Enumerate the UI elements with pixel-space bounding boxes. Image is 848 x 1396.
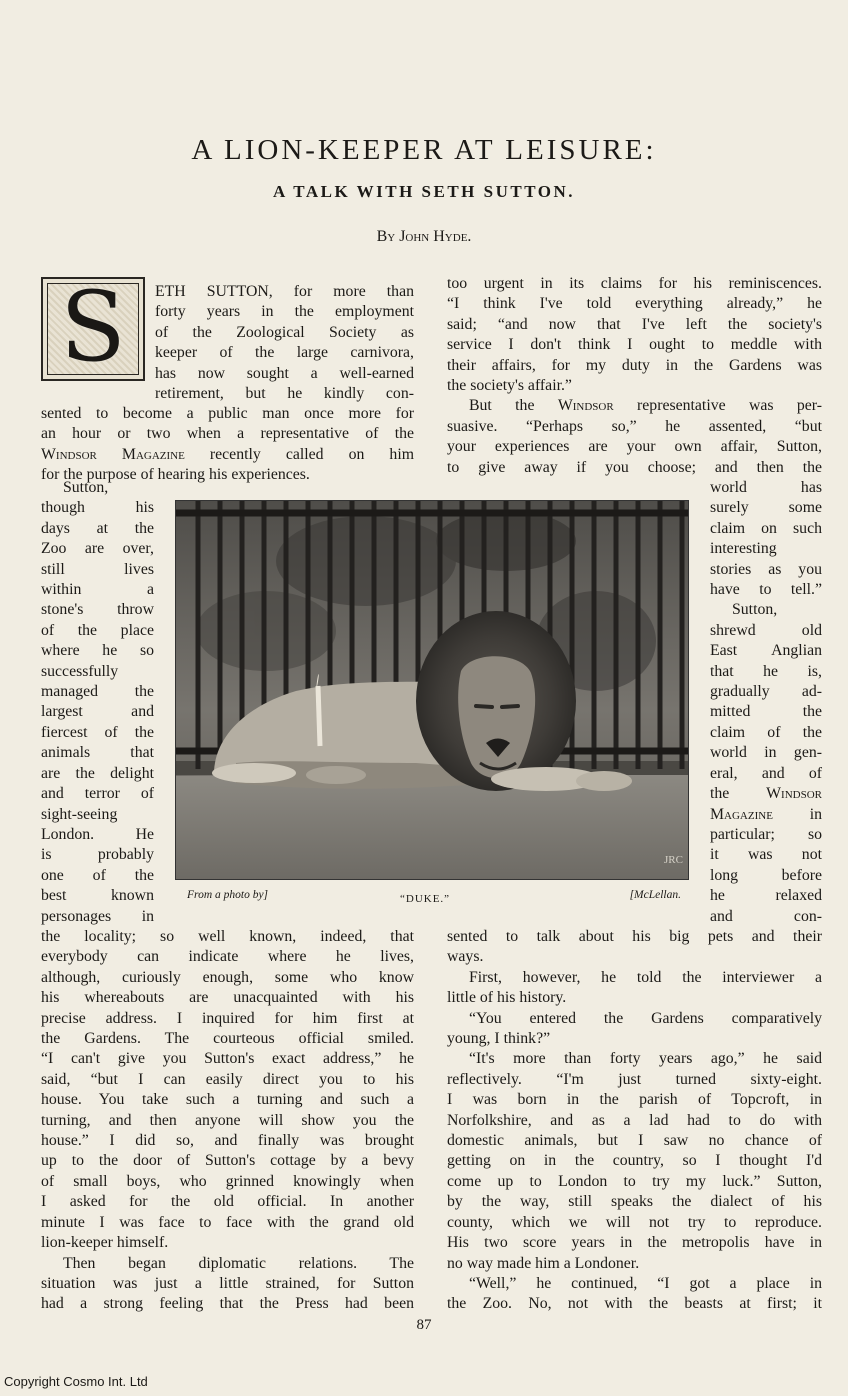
- text-line: long before: [710, 866, 822, 884]
- text-line: their affairs, for my duty in the Gardens was: [447, 356, 822, 374]
- text-line: the society's affair.”: [447, 377, 572, 395]
- text-line: and terror of: [41, 785, 154, 803]
- text-line: the Gardens. The courteous official smiled.: [41, 1030, 414, 1048]
- column-2-body: [447, 927, 822, 1315]
- text-line: First, however, he told the interviewer a: [469, 968, 822, 986]
- text-line: still lives: [41, 560, 154, 578]
- text-line: claim of the: [710, 723, 822, 741]
- column-1-narrow: [41, 478, 154, 927]
- text-line: “You entered the Gardens comparatively: [469, 1009, 822, 1027]
- text-line: animals that: [41, 744, 154, 762]
- byline: [0, 228, 848, 246]
- text-line: gradually ad-: [710, 683, 822, 701]
- text-line: where he so: [41, 642, 154, 660]
- text-line: Norfolkshire, and as a lad had to do with: [447, 1111, 822, 1129]
- text-line: forty years in the employment: [155, 303, 414, 321]
- text-line: he relaxed: [710, 887, 822, 905]
- text-line: turning, and then anyone will show you the: [41, 1111, 414, 1129]
- text-line: But the Windsor representative was per-: [469, 397, 822, 415]
- text-line: mitted the: [710, 703, 822, 721]
- text-line: by the way, still speaks the dialect of his: [447, 1193, 822, 1211]
- text-line: precise address. I inquired for him first at: [41, 1009, 414, 1027]
- copyright-watermark: Copyright Cosmo Int. Ltd: [4, 1374, 148, 1389]
- text-line: successfully: [41, 662, 119, 680]
- drop-cap-letter: S: [60, 271, 126, 383]
- text-line: reflectively. “I'm just turned sixty-eight.: [447, 1070, 822, 1088]
- page-number: 87: [416, 1317, 432, 1333]
- article-subtitle: A TALK WITH SETH SUTTON.: [272, 182, 576, 201]
- text-line: keeper of the large carnivora,: [155, 344, 414, 362]
- text-line: sight-seeing: [41, 805, 118, 823]
- text-line: and con-: [710, 907, 822, 925]
- text-line: said; “and now that I've left the society's: [447, 315, 822, 333]
- text-line: Windsor Magazine recently called on him: [41, 445, 415, 463]
- text-line: “I think I've told everything already,” he: [447, 295, 822, 313]
- text-line: London. He: [41, 825, 154, 843]
- text-line: largest and: [41, 703, 154, 721]
- byline-prefix: By: [376, 228, 396, 245]
- text-line: lion-keeper himself.: [41, 1234, 169, 1252]
- text-line: although, curiously enough, some who know: [41, 968, 414, 986]
- text-line: eral, and of: [710, 764, 822, 782]
- text-line: suasive. “Perhaps so,” he assented, “but: [447, 417, 822, 435]
- text-line: I was born in the parish of Topcroft, in: [447, 1091, 822, 1109]
- text-line: His two score years in the metropolis have in: [447, 1234, 822, 1252]
- text-line: Sutton,: [732, 601, 778, 619]
- text-line: stories as you: [710, 560, 822, 578]
- text-line: interesting: [710, 540, 777, 558]
- text-line: to give away if you choose; and then the: [447, 458, 822, 476]
- text-line: have to tell.”: [710, 581, 822, 599]
- text-line: that he is,: [710, 662, 822, 680]
- text-line: up to the door of Sutton's cottage by a bevy: [41, 1152, 414, 1170]
- text-line: fiercest of the: [41, 723, 154, 741]
- text-line: is probably: [41, 846, 154, 864]
- column-2-narrow: [710, 478, 822, 927]
- text-line: I asked for the old official. In another: [41, 1193, 414, 1211]
- text-line: of small boys, who grinned knowingly when: [41, 1172, 414, 1190]
- text-line: domestic animals, but I saw no chance of: [447, 1132, 822, 1150]
- text-line: “I can't give you Sutton's exact address,” he: [41, 1050, 414, 1068]
- text-line: stone's throw: [41, 601, 154, 619]
- lion-illustration: [176, 501, 689, 880]
- text-line: ways.: [447, 948, 484, 966]
- photo-caption: “DUKE.”: [400, 893, 451, 905]
- text-line: has now sought a well-earned: [155, 364, 414, 382]
- text-line: personages in: [41, 907, 154, 925]
- author-name: John Hyde.: [399, 228, 472, 245]
- text-line: of the place: [41, 621, 154, 639]
- column-1-body: [41, 927, 414, 1315]
- text-line: world has: [710, 479, 822, 496]
- photo-credit-left: From a photo by]: [187, 889, 269, 901]
- text-line: getting on in the country, so I thought I'd: [447, 1152, 822, 1170]
- text-line: ETH SUTTON, for more than: [155, 283, 414, 300]
- text-line: minute I was face to face with the grand old: [41, 1213, 414, 1231]
- text-line: retirement, but he kindly con-: [155, 385, 414, 403]
- text-line: the locality; so well known, indeed, that: [41, 928, 414, 945]
- text-line: said, “but I can easily direct you to his: [41, 1070, 414, 1088]
- text-line: your experiences are your own affair, Sutton,: [447, 438, 822, 456]
- text-line: though his: [41, 499, 154, 517]
- column-1-intro: [155, 282, 414, 404]
- article-title: A LION-KEEPER AT LEISURE:: [191, 134, 657, 166]
- text-line: of the Zoological Society as: [155, 323, 414, 341]
- text-line: come up to London to try my luck.” Sutton,: [447, 1172, 822, 1190]
- text-line: within a: [41, 581, 154, 599]
- text-line: sented to talk about his big pets and their: [447, 928, 822, 945]
- text-line: claim on such: [710, 519, 822, 537]
- text-line: young, I think?”: [447, 1030, 551, 1048]
- text-line: everybody can indicate where he lives,: [41, 948, 414, 966]
- text-line: days at the: [41, 519, 154, 537]
- text-line: service I don't think I ought to meddle with: [447, 336, 822, 354]
- text-line: situation was just a little strained, for Sutton: [41, 1274, 414, 1292]
- text-line: it was not: [710, 846, 822, 864]
- lion-photograph: [175, 500, 689, 880]
- text-line: county, which we will not try to reproduce.: [447, 1213, 822, 1231]
- text-line: sented to become a public man once more for: [41, 405, 414, 422]
- column-2-top: [447, 274, 822, 478]
- text-line: an hour or two when a representative of the: [41, 425, 414, 443]
- text-line: the Zoo. No, not with the beasts at first; it: [447, 1295, 822, 1313]
- text-line: Magazine in: [710, 805, 822, 823]
- text-line: particular; so: [710, 825, 822, 843]
- text-line: the Windsor: [710, 785, 822, 803]
- text-line: one of the: [41, 866, 154, 884]
- text-line: Sutton,: [63, 479, 109, 496]
- text-line: “Well,” he continued, “I got a place in: [469, 1274, 822, 1292]
- photo-monogram: JRC: [664, 854, 683, 866]
- photo-credit-right: [McLellan.: [629, 889, 681, 901]
- text-line: world in gen-: [710, 744, 822, 762]
- text-line: Then began diplomatic relations. The: [63, 1254, 414, 1272]
- text-line: “It's more than forty years ago,” he said: [469, 1050, 822, 1068]
- text-line: surely some: [710, 499, 822, 517]
- text-line: Zoo are over,: [41, 540, 154, 558]
- text-line: his whereabouts are unacquainted with his: [41, 989, 414, 1007]
- text-line: little of his history.: [447, 989, 567, 1007]
- text-line: had a strong feeling that the Press had been: [41, 1295, 414, 1313]
- text-line: best known: [41, 887, 154, 905]
- text-line: house. You take such a turning and such a: [41, 1091, 414, 1109]
- text-line: managed the: [41, 683, 154, 701]
- text-line: East Anglian: [710, 642, 822, 660]
- text-line: for the purpose of hearing his experiences.: [41, 466, 310, 484]
- drop-cap-ornament: [41, 271, 145, 383]
- text-line: are the delight: [41, 764, 154, 782]
- text-line: no way made him a Londoner.: [447, 1254, 640, 1272]
- text-line: house.” I did so, and finally was brought: [41, 1132, 414, 1150]
- column-1-intro-continued: [41, 404, 414, 486]
- text-line: shrewd old: [710, 621, 822, 639]
- photo-caption-row: [175, 888, 689, 908]
- text-line: too urgent in its claims for his reminiscences.: [447, 275, 822, 292]
